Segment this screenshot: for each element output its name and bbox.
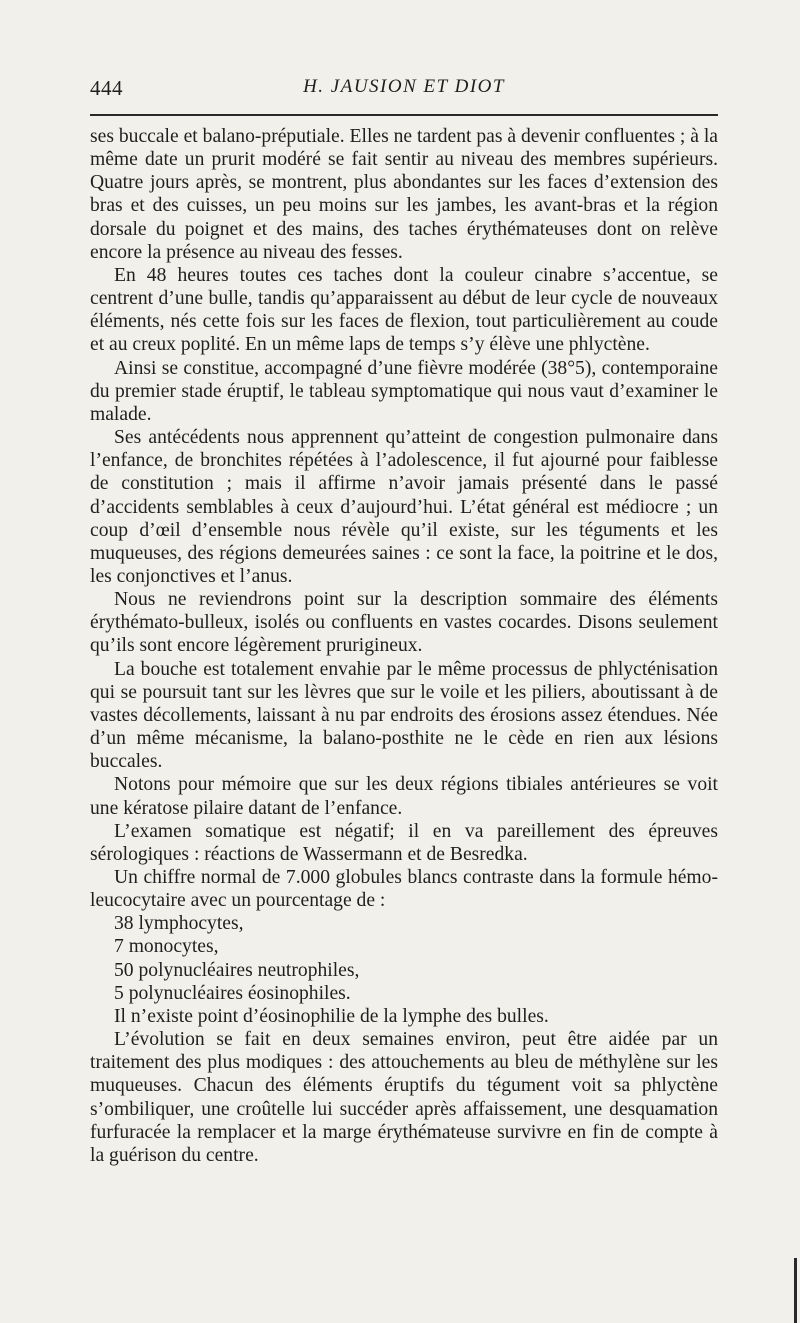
formula-list-item: 50 polynucléaires neutrophiles, xyxy=(114,959,360,981)
paragraph: Un chiffre normal de 7.000 globules blancs contraste dans la formule hémo-leucocytaire avec un pourcentage de : xyxy=(90,867,718,912)
formula-list-item: 38 lymphocytes, xyxy=(114,913,244,935)
paragraph: Ses antécédents nous apprennent qu’atteint de congestion pulmonaire dans l’enfance, de bronchites répétées à l’adolescence, il fut ajourné pour faiblesse de constitution ; mais il affirme n’avoir jamais présenté dans le passé d’accidents semblables à ceux d’aujourd’hui. L’état général est médiocre ; un coup d’œil d’ensemble nous révèle qu’il existe, sur les téguments et les muqueuses, des régions demeurées saines : ce sont la face, la poitrine et le dos, les conjonctives et l’anus. xyxy=(90,427,718,587)
paragraph: La bouche est totalement envahie par le même processus de phlycténisation qui se poursuit tant sur les lèvres que sur le voile et les piliers, aboutissant à de vastes décollements, laissant à nu par endroits des érosions assez étendues. Née d’un même mécanisme, la balano-posthite ne le cède en rien aux lésions buccales. xyxy=(90,658,718,773)
formula-list-item: 7 monocytes, xyxy=(114,936,219,958)
paragraph: L’examen somatique est négatif; il en va pareillement des épreuves sérologiques : réactions de Wassermann et de Besredka. xyxy=(90,820,718,865)
paragraph: En 48 heures toutes ces taches dont la couleur cinabre s’accentue, se centrent d’une bulle, tandis qu’apparaissent au début de leur cycle de nouveaux éléments, nés cette fois sur les faces de flexion, tout particulièrement au coude et au creux poplité. En un même laps de temps s’y élève une phlyctène. xyxy=(90,264,718,356)
paragraph: Notons pour mémoire que sur les deux régions tibiales antérieures se voit une kératose pilaire datant de l’enfance. xyxy=(90,774,718,819)
page-header xyxy=(90,76,718,104)
header-rule xyxy=(90,114,718,116)
paragraph-continued: ses buccale et balano-préputiale. Elles ne tardent pas à devenir confluentes ; à la même date un prurit modéré se fait sentir au niveau des membres supérieurs. Quatre jours après, se montrent, plus abondantes sur les faces d’extension des bras et des cuisses, un peu moins sur les jambes, les avant-bras et la région dorsale du poignet et des mains, des taches érythémateuses dont on relève encore la présence au niveau des fesses. xyxy=(90,126,718,263)
paragraph: L’évolution se fait en deux semaines environ, peut être aidée par un traitement des plus modiques : des attouchements au bleu de méthylène sur les muqueuses. Chacun des éléments éruptifs du tégument voit sa phlyctène s’ombiliquer, une croûtelle lui succéder après affaissement, une desquamation furfuracée la remplacer et la marge érythémateuse survivre en fin de compte à la guérison du centre. xyxy=(90,1029,718,1166)
formula-list-item: 5 polynucléaires éosinophiles. xyxy=(114,982,351,1004)
page-number: 444 xyxy=(90,76,123,100)
paragraph: Nous ne reviendrons point sur la description sommaire des éléments érythémato-bulleux, isolés ou confluents en vastes cocardes. Disons seulement qu’ils sont encore légèrement prurigineux. xyxy=(90,589,718,657)
page-edge-mark xyxy=(794,1258,797,1323)
running-title: H. JAUSION ET DIOT xyxy=(303,76,505,97)
paragraph: Il n’existe point d’éosinophilie de la lymphe des bulles. xyxy=(114,1005,549,1027)
paragraph: Ainsi se constitue, accompagné d’une fièvre modérée (38°5), contemporaine du premier stade éruptif, le tableau symptomatique qui nous vaut d’examiner le malade. xyxy=(90,357,718,425)
body-text xyxy=(90,125,718,1167)
